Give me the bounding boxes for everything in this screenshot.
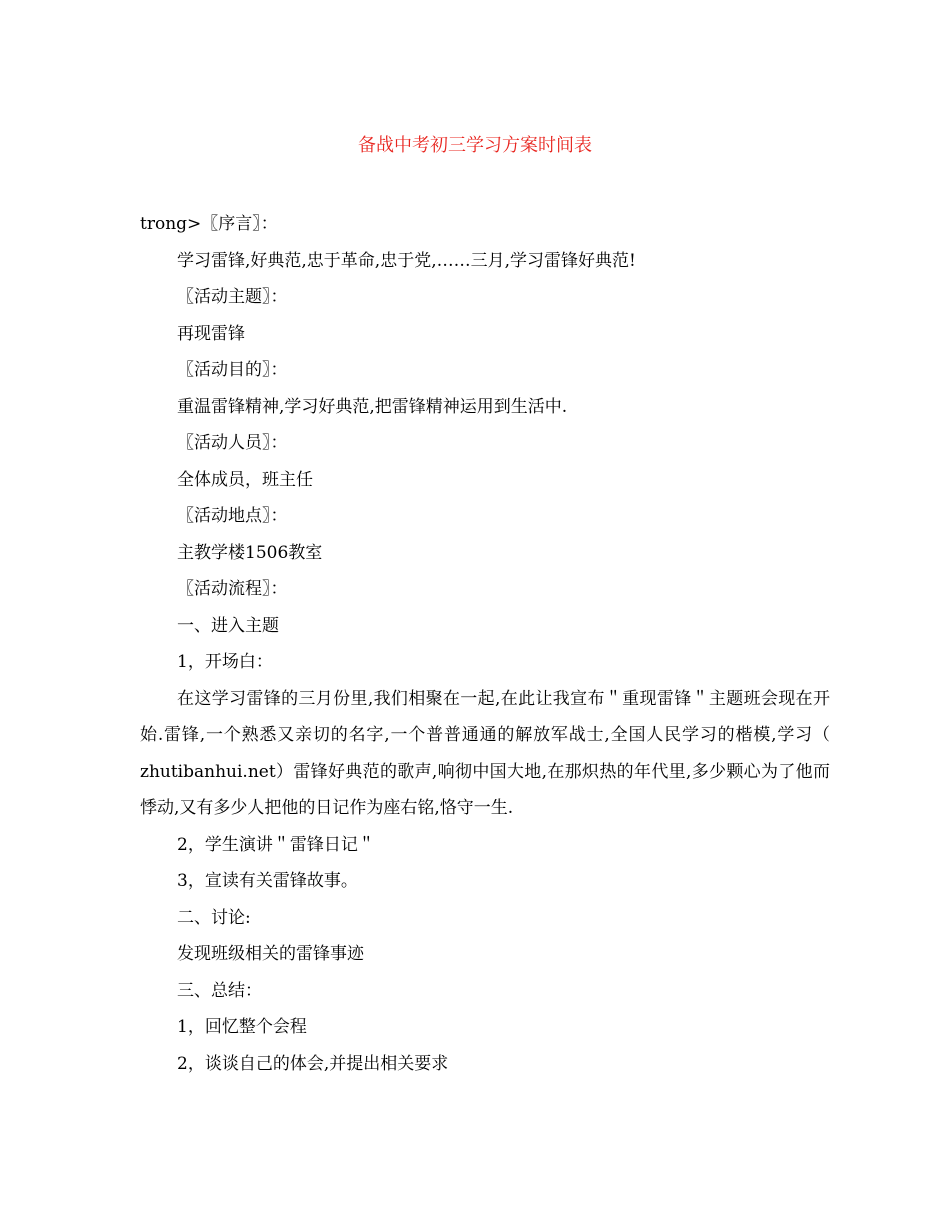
- story-item: 3，宣读有关雷锋故事。: [177, 871, 358, 891]
- preface-text: 学习雷锋,好典范,忠于革命,忠于党,……三月,学习雷锋好典范!: [177, 250, 636, 271]
- participants-text: 全体成员，班主任: [177, 469, 313, 490]
- document-body: [140, 206, 847, 1082]
- section-three-heading: 三、总结：: [177, 980, 262, 1001]
- opening-heading: 1，开场白：: [177, 652, 273, 672]
- summary-item-2: 2，谈谈自己的体会,并提出相关要求: [177, 1053, 449, 1074]
- process-heading: 〖活动流程〗：: [177, 579, 288, 599]
- opening-paragraph: 在这学习雷锋的三月份里,我们相聚在一起,在此让我宣布＂重现雷锋＂主题班会现在开始.雷锋,一个熟悉又亲切的名字,一个普普通通的解放军战士,全国人民学习的楷模,学习（ zhutibanhui.net）雷锋好典范的歌声,响彻中国大地,在那炽热的年代里,多少颗心为了他而悸动,又有多少人把他的日记作为座右铭,恪守一生.: [140, 688, 847, 818]
- speech-item: 2，学生演讲＂雷锋日记＂: [177, 834, 375, 855]
- document-title: 备战中考初三学习方案时间表: [358, 135, 592, 156]
- purpose-text: 重温雷锋精神,学习好典范,把雷锋精神运用到生活中.: [177, 396, 568, 417]
- discussion-text: 发现班级相关的雷锋事迹: [177, 944, 364, 964]
- theme-heading: 〖活动主题〗：: [177, 287, 288, 307]
- summary-item-1: 1，回忆整个会程: [177, 1017, 307, 1037]
- preface-heading: trong>〖序言〗：: [140, 214, 278, 234]
- theme-text: 再现雷锋: [177, 323, 245, 344]
- purpose-heading: 〖活动目的〗：: [177, 360, 288, 380]
- section-one-heading: 一、进入主题: [177, 615, 279, 636]
- section-two-heading: 二、讨论:: [177, 907, 251, 928]
- location-text: 主教学楼1506教室: [177, 542, 323, 563]
- location-heading: 〖活动地点〗：: [177, 506, 288, 526]
- participants-heading: 〖活动人员〗：: [177, 433, 288, 453]
